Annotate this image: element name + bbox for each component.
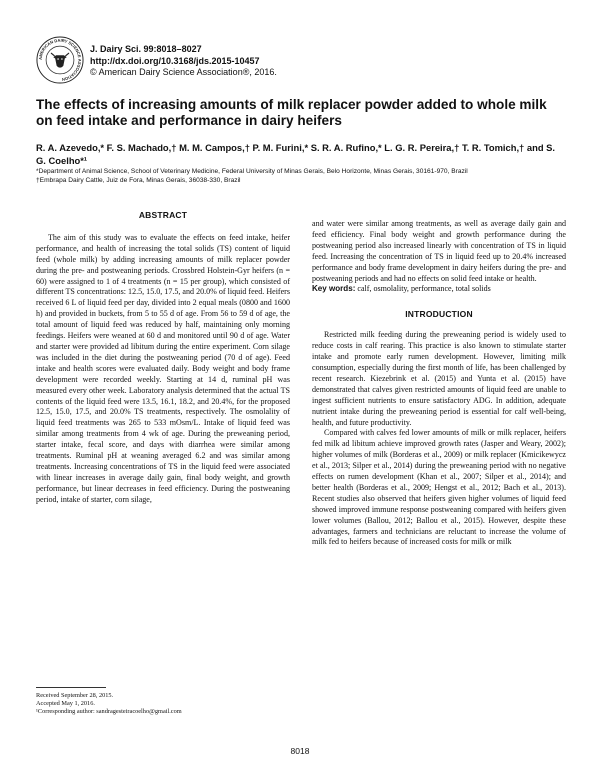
keywords-label: Key words: xyxy=(312,284,356,294)
accepted-date: Accepted May 1, 2016. xyxy=(36,700,95,708)
affiliations xyxy=(36,168,566,185)
copyright-notice: © American Dairy Science Association®, 2016. xyxy=(90,67,277,77)
abstract-text-part-1: The aim of this study was to evaluate the effects on feed intake, heifer performance, and health of increasing the total solids (TS) content of liquid feed (whole milk) by adding increasing amounts of milk replacer powder during the pre- and postweaning periods. Crossbred Holstein-Gyr heifers (n = 60) were assigned to 1 of 4 treatments (n = 15 per group), which consisted of different TS concentrations: 12.5, 15.0, 17.5, and 20.0% of liquid feed. Heifers received 6 L of liquid feed per day, divided into 2 equal meals (0800 and 1600 h) and provided in buckets, from 5 to 55 d of age. From 56 to 59 d of age, the total amount of liquid feed was reduced by half, maintaining only morning feedings. Heifers were weaned at 60 d and monitored until 90 d of age. Water and starter were provided ad libitum during the entire experiment. Corn silage was included in the diet during the postweaning period (70 d of age). Feed intake and health scores were evaluated daily. Body weight and body frame development were recorded weekly. Starting at 14 d, ruminal pH was measured every other week. Laboratory analysis determined that the actual TS contents of the liquid feed were 13.5, 16.1, 18.2, and 20.4%, for the proposed 12.5, 15.0, 17.5, and 20.0% TS treatments, respectively. The osmolality of liquid feed treatments was 265 to 533 mOsm/L. Intake of liquid feed was similar among treatments from 4 wk of age. During the preweaning period, starter intake, fecal score, and days with diarrhea were similar among treatments. Ruminal pH at weaning averaged 6.2 and was similar among treatments. Increasing concentrations of TS in the liquid feed were associated with linear increases in average daily gain, final body weight, and growth performance, but linear decreases in feed efficiency. During the postweaning period, intake of starter, corn silage, xyxy=(36,232,290,504)
right-column xyxy=(312,219,566,548)
seal-text: AMERICAN DAIRY SCIENCE ASSOCIATION xyxy=(37,37,83,83)
article-title: The effects of increasing amounts of milk replacer powder added to whole milk on feed intake and performance in dairy heifers xyxy=(36,97,547,128)
intro-paragraph-1: Restricted milk feeding during the preweaning period is widely used to reduce costs in calf rearing. This practice is also known to stimulate starter intake and promote early rumen development. However, limiting milk consumption, especially during the first month of life, has been challenged by recent research. Kiezebrink et al. (2015) and Yunta et al. (2015) have demonstrated that calves given restricted amounts of liquid feed are unable to ingest sufficient nutrients to ensure satisfactory ADG. In addition, adequate nutrient intake during the preweaning period is essential for calf well-being, health, and future productivity. xyxy=(312,330,566,427)
doi-link[interactable]: http://dx.doi.org/10.3168/jds.2015-10457 xyxy=(90,55,260,66)
affiliation-1: *Department of Animal Science, School of Veterinary Medicine, Federal University of Minas Gerais, Belo Horizonte, Minas Gerais, 30161-970, Brazil xyxy=(36,168,468,175)
author-list: R. A. Azevedo,* F. S. Machado,† M. M. Campos,† P. M. Furini,* S. R. A. Rufino,* L. G. R. Pereira,† T. R. Tomich,† and S. G. Coelho*¹ xyxy=(36,142,556,166)
journal-citation: J. Dairy Sci. 99:8018–8027 xyxy=(90,44,202,54)
adsa-seal-logo xyxy=(36,36,84,84)
keywords-list: calf, osmolality, performance, total solids xyxy=(357,284,491,294)
intro-paragraph-2: Compared with calves fed lower amounts of milk or milk replacer, heifers fed milk ad libitum achieve improved growth rates (Jasper and Weary, 2002); higher volumes of milk (Borderas et al., 2009) or milk replacer (Kmicikewycz et al., 2013; Silper et al., 2014) during the preweaning period with no negative effects on rumen development (Khan et al., 2007; Silper et al., 2014); and better health (Borderas et al., 2009; Hengst et al., 2012; Bach et al., 2013). Recent studies also observed that heifers given higher volumes of liquid feed showed improved immune response postweaning compared with heifers given lower volumes (Ballou, 2012; Ballou et al., 2015). However, despite these advantages, farmers and technicians are reluctant to increase the volume of milk fed to heifers because of increased costs for milk or milk xyxy=(312,428,566,547)
abstract-text-part-2: and water were similar among treatments, as well as average daily gain and feed efficiency. Final body weight and growth performance during the postweaning period also increased linearly with concentration of TS in liquid feed. Increasing the concentration of TS in liquid feed up to 20.4% increased performance and body frame development in dairy heifers during the pre- and postweaning periods and had no effects on solid feed intake or health. xyxy=(312,219,566,283)
page-number: 8018 xyxy=(290,746,310,756)
journal-meta xyxy=(90,44,277,79)
footnotes xyxy=(36,687,290,717)
introduction-heading: INTRODUCTION xyxy=(405,309,473,320)
received-date: Received September 28, 2015. xyxy=(36,692,114,699)
keywords xyxy=(312,284,566,295)
left-column xyxy=(36,210,290,506)
corresponding-author: ¹Corresponding author: sandragesteiracoelho@gmail.com xyxy=(36,708,182,716)
affiliation-2: †Embrapa Dairy Cattle, Juiz de Fora, Minas Gerais, 36038-330, Brazil xyxy=(36,176,241,184)
footnote-rule xyxy=(36,687,106,688)
abstract-heading: ABSTRACT xyxy=(138,210,188,220)
